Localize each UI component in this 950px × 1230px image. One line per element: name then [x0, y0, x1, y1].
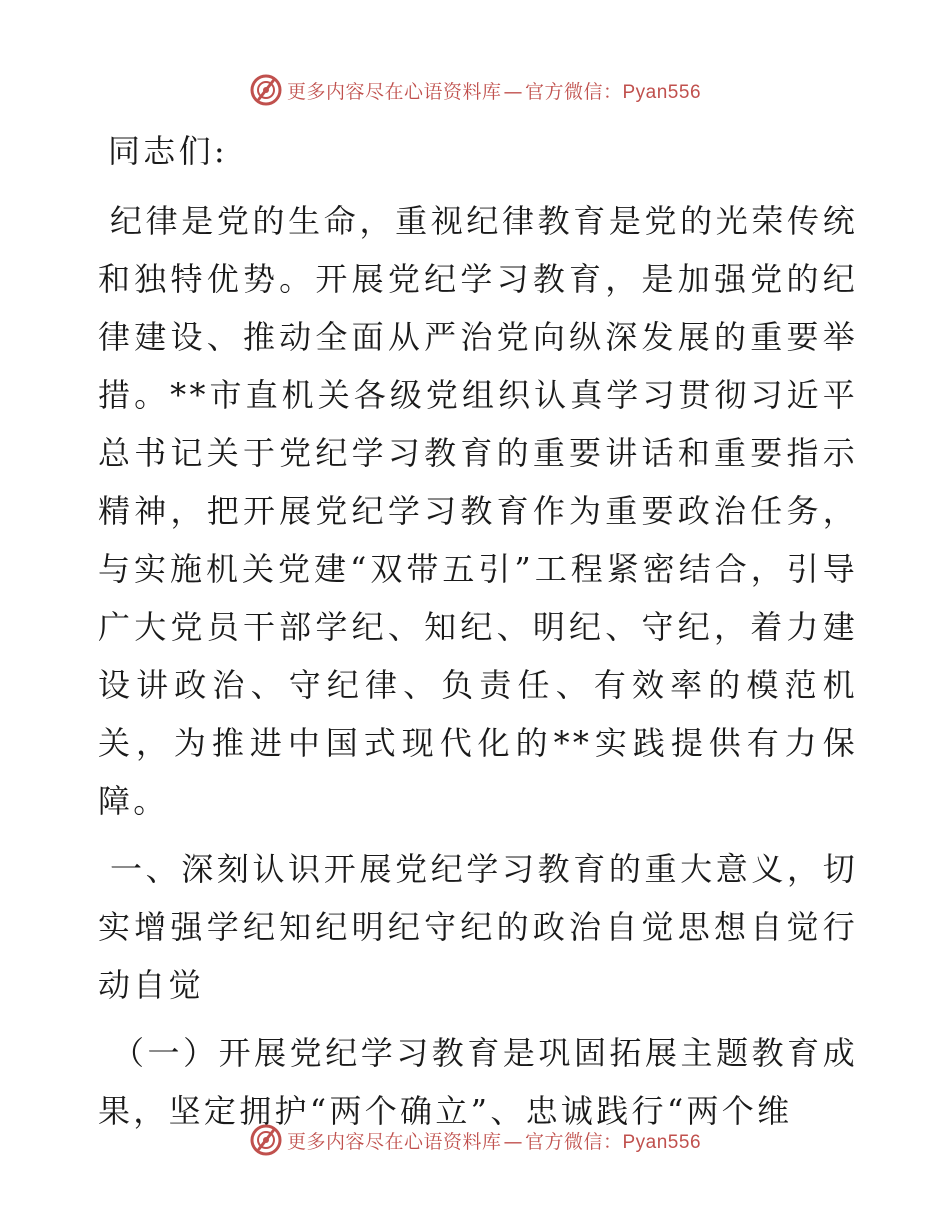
- watermark-id: Pyan556: [622, 81, 702, 103]
- seal-logo-icon: [249, 1123, 283, 1157]
- salutation: 同志们:: [108, 132, 228, 170]
- watermark-id: Pyan556: [622, 1131, 702, 1153]
- seal-logo-icon: [249, 73, 283, 107]
- watermark-label: 官方微信：: [524, 80, 623, 103]
- watermark-banner-top: [0, 70, 950, 110]
- watermark-brand: 更多内容尽在心语资料库: [286, 80, 502, 103]
- section-heading-1: 一、深刻认识开展党纪学习教育的重大意义，切实增强学纪知纪明纪守纪的政治自觉思想自觉行动自觉: [98, 850, 858, 1004]
- watermark-separator: —: [503, 80, 523, 103]
- watermark-banner-bottom: [0, 1120, 950, 1160]
- watermark-label: 官方微信：: [524, 1130, 623, 1153]
- subsection-heading-1: （一）开展党纪学习教育是巩固拓展主题教育成果，坚定拥护“两个确立”、忠诚践行“两个维: [98, 1034, 858, 1130]
- intro-paragraph: 纪律是党的生命，重视纪律教育是党的光荣传统和独特优势。开展党纪学习教育，是加强党的纪律建设、推动全面从严治党向纵深发展的重要举措。**市直机关各级党组织认真学习贯彻习近平总书记关于党纪学习教育的重要讲话和重要指示精神，把开展党纪学习教育作为重要政治任务，与实施机关党建“双带五引”工程紧密结合，引导广大党员干部学纪、知纪、明纪、守纪，着力建设讲政治、守纪律、负责任、有效率的模范机关，为推进中国式现代化的**实践提供有力保障。: [98, 202, 858, 820]
- watermark-brand: 更多内容尽在心语资料库: [286, 1130, 502, 1153]
- watermark-separator: —: [503, 1130, 523, 1153]
- document-body: [98, 122, 858, 1140]
